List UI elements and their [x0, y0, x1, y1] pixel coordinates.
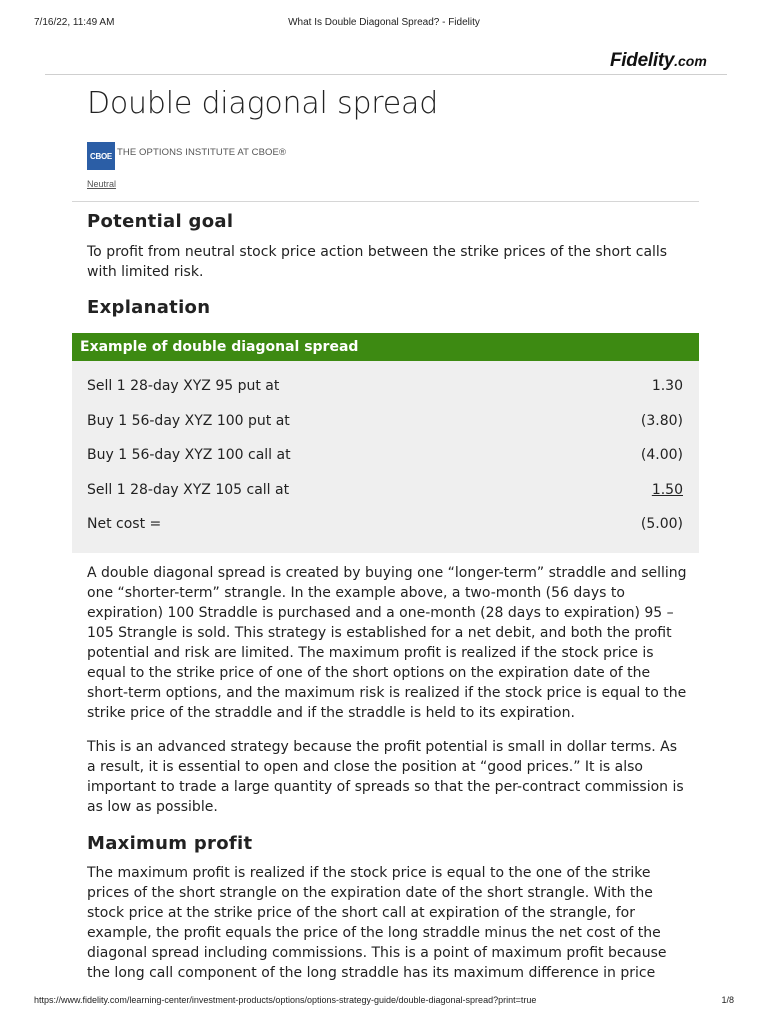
example-row-label: Sell 1 28-day XYZ 95 put at	[87, 378, 280, 394]
cboe-logo-icon: CBOE	[87, 142, 115, 170]
maximum-profit-heading: Maximum profit	[87, 833, 253, 854]
example-row	[72, 410, 699, 445]
example-table-title: Example of double diagonal spread	[72, 333, 699, 361]
example-row-value: 1.30	[651, 378, 683, 394]
example-row-value: (3.80)	[640, 412, 683, 429]
maximum-profit-text: The maximum profit is realized if the stock price is equal to the one of the strike prices of the short strangle on the expiration date of the short strangle. With the stock price at the strike price of the short call at expiration of the strangle, for example, the profit equals the price of the long straddle minus the net cost of the diagonal spread including commissions. This is a point of maximum profit because the long call component of the long straddle has its maximum difference in price	[87, 865, 667, 981]
example-row-label: Buy 1 56-day XYZ 100 call at	[87, 447, 291, 463]
example-row-value: (4.00)	[640, 447, 683, 463]
example-row-label: Buy 1 56-day XYZ 100 put at	[87, 412, 290, 429]
example-total-value: (5.00)	[640, 516, 683, 532]
explanation-heading: Explanation	[87, 297, 211, 318]
outlook-tag-link[interactable]: Neutral	[87, 179, 117, 189]
print-url: https://www.fidelity.com/learning-center/investment-products/options/options-strategy-guide/double-diagonal-spread?print=true	[34, 995, 537, 1005]
print-page-number: 1/8	[721, 995, 734, 1005]
logo-suffix: .com	[674, 53, 707, 69]
print-datetime: 7/16/22, 11:49 AM	[34, 17, 115, 28]
print-header	[0, 17, 768, 31]
print-page-title: What Is Double Diagonal Spread? - Fidelity	[288, 17, 480, 28]
example-table-body	[72, 361, 699, 553]
potential-goal-heading: Potential goal	[87, 211, 234, 232]
logo-wordmark: Fidelity	[610, 50, 675, 71]
example-row-label: Sell 1 28-day XYZ 105 call at	[87, 481, 290, 498]
potential-goal-text: To profit from neutral stock price action between the strike prices of the short calls with limited risk.	[87, 244, 668, 280]
fidelity-logo[interactable]	[610, 50, 730, 74]
example-total-label: Net cost =	[87, 516, 162, 532]
explanation-paragraph-2: This is an advanced strategy because the profit potential is small in dollar terms. As a result, it is essential to open and close the position at “good prices.” It is also important to trade a large quantity of spreads so that the per-contract commission is as low as possible.	[87, 739, 684, 815]
example-row	[72, 479, 699, 514]
explanation-paragraph-1: A double diagonal spread is created by buying one “longer-term” straddle and selling one “shorter-term” strangle. In the example above, a two-month (56 days to expiration) 100 Straddle is purchased and a one-month (28 days to expiration) 95 – 105 Strangle is sold. This strategy is established for a net debit, and both the profit potential and risk are limited. The maximum profit is realized if the stock price is equal to the strike price of one of the short options on the expiration date of the short-term options, and the maximum risk is realized if the stock price is equal to the strike price of the straddle and if the straddle is held to its expiration.	[87, 565, 687, 721]
example-table	[72, 333, 699, 553]
example-row	[72, 444, 699, 479]
header-divider	[45, 74, 727, 75]
source-label: THE OPTIONS INSTITUTE AT CBOE®	[117, 147, 287, 158]
section-divider	[72, 201, 699, 202]
print-footer	[0, 995, 768, 1009]
example-row-value: 1.50	[651, 481, 683, 498]
example-total-row	[72, 513, 699, 548]
page-title: Double diagonal spread	[87, 86, 439, 121]
example-row	[72, 375, 699, 410]
